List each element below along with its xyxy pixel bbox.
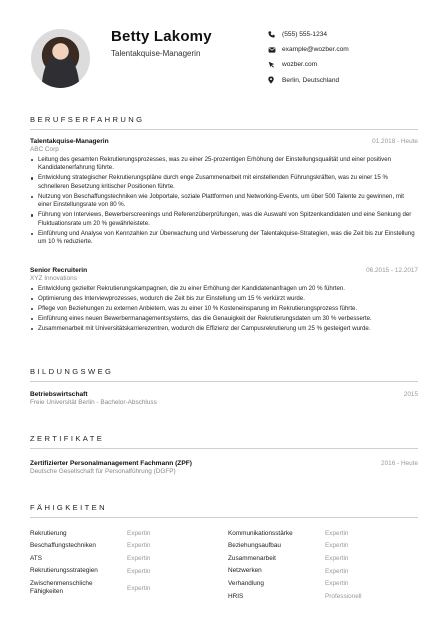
job-bullet: Entwicklung gezielter Rekrutierungskampagnen, die zu einer Erhöhung der Kandidatenanfragen um 20 % führten. (30, 285, 418, 293)
candidate-name: Betty Lakomy (111, 28, 212, 45)
section-title: ZERTIFIKATE (30, 434, 418, 449)
contact-location-text: Berlin, Deutschland (282, 76, 340, 84)
contact-block (268, 28, 349, 89)
job-bullets (30, 156, 418, 246)
skill-item (228, 565, 408, 578)
contact-email (268, 43, 349, 56)
certificate-date: 2016 - Heute (381, 460, 418, 467)
job-date: 06.2015 - 12.2017 (366, 267, 418, 274)
experience-section (30, 115, 418, 332)
skill-name: Beziehungsaufbau (228, 542, 281, 550)
link-icon (268, 61, 280, 69)
skill-level: Expertin (325, 580, 349, 588)
job-bullet: Entwicklung strategischer Rekrutierungspläne durch enge Zusammenarbeit mit einstellenden Führungskräften, was zu einer 15 % schnelleren Besetzung kritischer Positionen führte. (30, 174, 418, 191)
contact-email-text[interactable]: example@wozber.com (282, 46, 349, 54)
skill-level: Expertin (127, 584, 151, 592)
candidate-role: Talentakquise-Managerin (111, 49, 201, 58)
job-bullet: Zusammenarbeit mit Universitätskarrierezentren, wodurch die Effizienz der Campusrekrutierung um 25 % gesteigert wurde. (30, 325, 418, 333)
job-date: 01.2018 - Heute (372, 138, 418, 145)
education-section (30, 367, 418, 406)
certificate-entry (30, 460, 418, 475)
section-title: BILDUNGSWEG (30, 367, 418, 382)
skill-item (228, 577, 408, 590)
skill-name: Rekrutierung (30, 529, 67, 537)
skill-name: Verhandlung (228, 579, 264, 587)
skill-name: Kommunikationsstärke (228, 529, 293, 537)
contact-phone-text: (555) 555-1234 (282, 31, 328, 38)
job-entry (30, 267, 418, 335)
job-bullets (30, 285, 418, 333)
skill-name: Beschaffungstechniken (30, 542, 96, 550)
location-icon (268, 76, 280, 84)
job-company: XYZ Innovations (30, 275, 77, 282)
skill-level: Expertin (127, 567, 151, 575)
job-bullet: Leitung des gesamten Rekrutierungsprozesses, was zu einer 25-prozentigen Erhöhung der Einstellungsqualität und einer positiven Kandidatenerfahrung führte. (30, 156, 418, 173)
skill-level: Expertin (325, 567, 349, 575)
job-bullet: Pflege von Beziehungen zu externen Anbietern, was zu einer 10 % Kosteneinsparung im Rekrutierungsprozess führte. (30, 305, 418, 313)
skill-name: HRIS (228, 592, 244, 600)
profile-photo (31, 29, 90, 88)
skills-section (30, 503, 418, 600)
skill-name: Zusammenarbeit (228, 554, 276, 562)
section-title: BERUFSERFAHRUNG (30, 115, 418, 130)
education-date: 2015 (403, 391, 418, 398)
skill-level: Expertin (325, 554, 349, 562)
certificates-section (30, 434, 418, 475)
skill-item (30, 527, 210, 540)
skill-level: Expertin (127, 554, 151, 562)
skill-item (30, 579, 210, 597)
skill-item (228, 527, 408, 540)
job-bullet: Nutzung von Beschaffungstechniken wie Jobportale, soziale Plattformen und Networking-Events, um über 500 Talente zu gewinnen, mit einer Einstellungsrate von 80 %. (30, 193, 418, 210)
skill-level: Expertin (325, 529, 349, 537)
skill-name: ATS (30, 554, 42, 562)
education-title: Betriebswirtschaft (30, 391, 88, 398)
skill-item (228, 540, 408, 553)
job-entry (30, 138, 418, 248)
skill-name: Zwischenmenschliche Fähigkeiten (30, 580, 93, 595)
contact-phone (268, 28, 349, 41)
job-title: Senior Recruiterin (30, 267, 88, 274)
contact-location (268, 74, 349, 87)
skill-level: Expertin (127, 529, 151, 537)
skill-name: Netzwerken (228, 567, 262, 575)
skill-item (30, 552, 210, 565)
education-entry (30, 391, 418, 406)
job-company: ABC Corp (30, 146, 59, 153)
certificate-title: Zertifizierter Personalmanagement Fachmann (ZPF) (30, 460, 192, 467)
phone-icon (268, 31, 280, 39)
skill-name: Rekrutierungsstrategien (30, 567, 98, 575)
skill-item (228, 590, 408, 603)
skill-level: Professionell (325, 592, 362, 600)
skill-item (30, 540, 210, 553)
skill-level: Expertin (127, 542, 151, 550)
education-subtitle: Freie Universität Berlin - Bachelor-Abschluss (30, 399, 157, 406)
job-title: Talentakquise-Managerin (30, 138, 109, 145)
job-bullet: Optimierung des Interviewprozesses, wodurch die Zeit bis zur Einstellung um 15 % verkürzt wurde. (30, 295, 418, 303)
skill-level: Expertin (325, 542, 349, 550)
email-icon (268, 46, 280, 54)
skill-item (228, 552, 408, 565)
resume-header (0, 0, 448, 100)
job-bullet: Einführung und Analyse von Kennzahlen zur Überwachung und Verbesserung der Talentakquise-Strategien, was die Zeit bis zur Einstellung um 10 % reduzierte. (30, 230, 418, 247)
contact-website (268, 58, 349, 71)
job-bullet: Einführung eines neuen Bewerbermanagementsystems, das die Genauigkeit der Rekrutierungsdaten um 30 % verbesserte. (30, 315, 418, 323)
job-bullet: Führung von Interviews, Bewerberscreenings und Referenzüberprüfungen, was die Auswahl von Spitzenkandidaten und eine Senkung der Fluktuationsrate um 20 % gewährleistete. (30, 211, 418, 228)
skill-item (30, 565, 210, 578)
certificate-issuer: Deutsche Gesellschaft für Personalführung (DGFP) (30, 468, 176, 475)
section-title: FÄHIGKEITEN (30, 503, 418, 518)
contact-website-text[interactable]: wozber.com (282, 61, 318, 69)
